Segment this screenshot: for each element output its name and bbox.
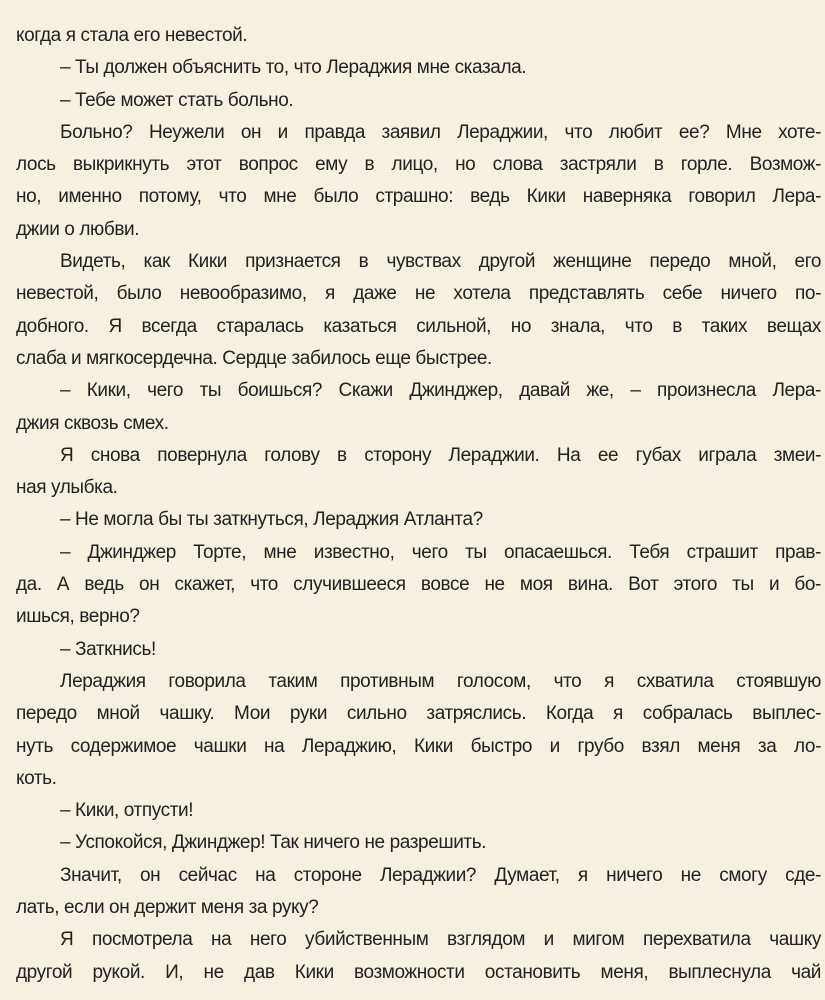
- text-line: – Тебе может стать больно.: [60, 89, 294, 111]
- text-line: Видеть, как Кики признается в чувствах другой женщине передо мной, его: [60, 251, 821, 273]
- text-line: ная улыбка.: [16, 477, 118, 499]
- text-line: Я снова повернула голову в сторону Лераджии. На ее губах играла змеи-: [60, 444, 821, 466]
- text-line: нуть содержимое чашки на Лераджию, Кики быстро и грубо взял меня за ло-: [16, 735, 821, 757]
- text-line: – Заткнись!: [60, 638, 156, 660]
- text-line: джии о любви.: [16, 218, 140, 240]
- text-line: но, именно потому, что мне было страшно: ведь Кики наверняка говорил Лера-: [16, 186, 821, 208]
- document-text: [16, 20, 821, 989]
- text-line: – Не могла бы ты заткнуться, Лераджия Атланта?: [60, 509, 483, 531]
- text-line: Больно? Неужели он и правда заявил Лераджии, что любит ее? Мне хоте-: [60, 121, 821, 143]
- text-line: невестой, было невообразимо, я даже не хотела представлять себе ничего по-: [16, 283, 821, 305]
- text-line: Значит, он сейчас на стороне Лераджии? Думает, я ничего не смогу сде-: [60, 864, 821, 886]
- text-line: – Ты должен объяснить то, что Лераджия мне сказала.: [60, 57, 527, 79]
- text-line: добного. Я всегда старалась казаться сильной, но знала, что в таких вещах: [16, 315, 821, 337]
- text-line: лось выкрикнуть этот вопрос ему в лицо, но слова застряли в горле. Возмож-: [16, 154, 821, 176]
- text-line: когда я стала его невестой.: [16, 25, 248, 46]
- text-line: – Кики, чего ты боишься? Скажи Джинджер, давай же, – произнесла Лера-: [60, 380, 821, 402]
- text-line: передо мной чашку. Мои руки сильно затряслись. Когда я собралась выплес-: [16, 703, 821, 725]
- text-line: другой рукой. И, не дав Кики возможности остановить меня, выплеснула чай: [16, 961, 821, 983]
- text-line: слаба и мягкосердечна. Сердце забилось еще быстрее.: [16, 347, 492, 369]
- text-line: лать, если он держит меня за руку?: [16, 897, 319, 919]
- text-line: коть.: [16, 767, 57, 789]
- text-line: – Джинджер Торте, мне известно, чего ты опасаешься. Тебя страшит прав-: [60, 541, 821, 563]
- text-line: – Кики, отпусти!: [60, 800, 194, 822]
- text-line: Лераджия говорила таким противным голосом, что я схватила стоявшую: [60, 670, 821, 692]
- text-line: ишься, верно?: [16, 606, 140, 628]
- text-line: – Успокойся, Джинджер! Так ничего не разрешить.: [60, 832, 487, 854]
- text-line: да. А ведь он скажет, что случившееся вовсе не моя вина. Вот этого ты и бо-: [16, 574, 821, 596]
- text-line: Я посмотрела на него убийственным взглядом и мигом перехватила чашку: [60, 929, 821, 951]
- text-line: джия сквозь смех.: [16, 412, 169, 434]
